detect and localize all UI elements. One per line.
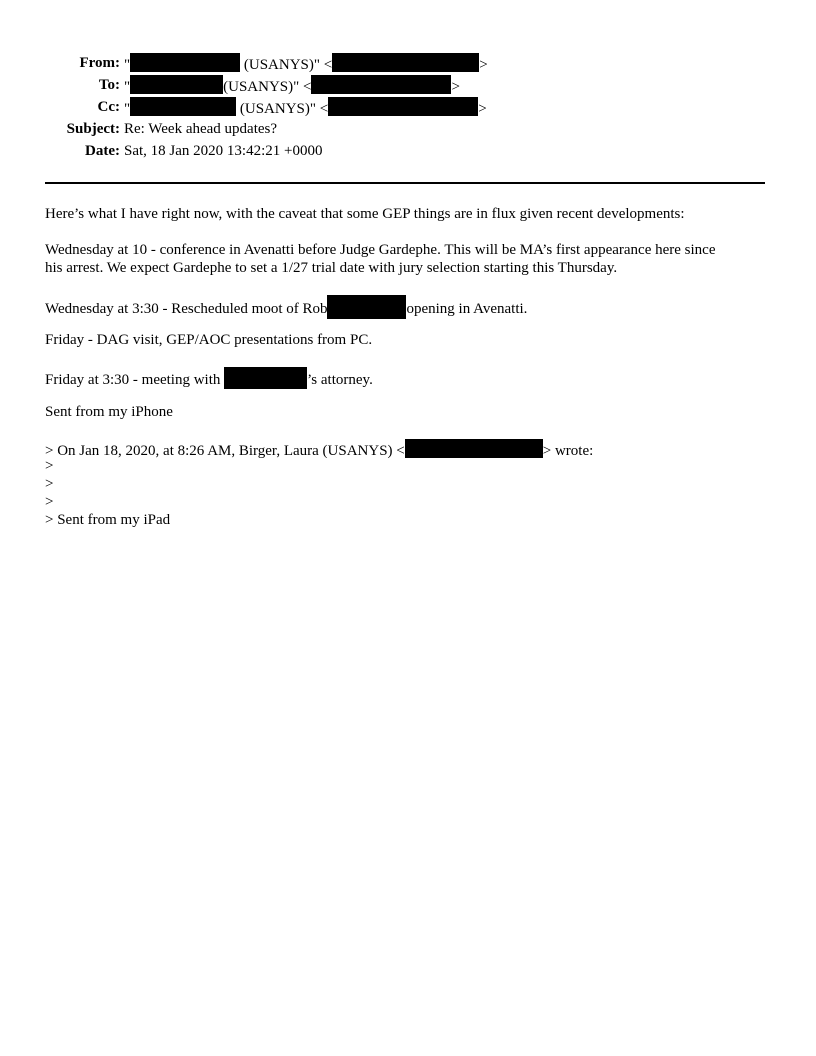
cc-label: Cc: bbox=[97, 99, 120, 115]
quote-line: > bbox=[45, 494, 54, 510]
body-paragraph bbox=[45, 331, 770, 349]
date-row bbox=[0, 141, 816, 161]
date-value: Sat, 18 Jan 2020 13:42:21 +0000 bbox=[124, 143, 323, 159]
redaction-block bbox=[405, 439, 543, 458]
to-prefix: " bbox=[124, 79, 131, 95]
quoted-message bbox=[45, 439, 770, 529]
redaction-block bbox=[328, 97, 478, 116]
header-divider bbox=[45, 182, 765, 184]
subject-value: Re: Week ahead updates? bbox=[124, 121, 278, 137]
redaction-block bbox=[130, 75, 223, 94]
meeting-text-after: ’s attorney. bbox=[307, 372, 373, 388]
quote-line: > bbox=[45, 458, 54, 474]
redaction-block bbox=[311, 75, 451, 94]
quote-header-before: > On Jan 18, 2020, at 8:26 AM, Birger, Laura (USANYS) < bbox=[45, 443, 405, 459]
redaction-block bbox=[332, 53, 479, 72]
subject-row bbox=[0, 119, 816, 139]
body-line: his arrest. We expect Gardephe to set a 1/27 trial date with jury selection starting this Thursday. bbox=[45, 260, 618, 276]
meeting-text-before: Friday at 3:30 - meeting with bbox=[45, 372, 221, 388]
date-label: Date: bbox=[85, 143, 120, 159]
to-value bbox=[124, 75, 460, 97]
quote-line: > Sent from my iPad bbox=[45, 512, 171, 528]
from-suffix: > bbox=[479, 57, 488, 73]
body-line: Here’s what I have right now, with the caveat that some GEP things are in flux given recent developments: bbox=[45, 206, 685, 222]
body-line bbox=[45, 367, 770, 388]
quote-line: > bbox=[45, 476, 54, 492]
to-suffix: > bbox=[451, 79, 460, 95]
quote-header-after: > wrote: bbox=[542, 443, 594, 459]
from-label: From: bbox=[79, 55, 120, 71]
redaction-block bbox=[327, 295, 406, 319]
from-row bbox=[0, 53, 816, 73]
signature-line: Sent from my iPhone bbox=[45, 404, 173, 420]
body-paragraph bbox=[45, 403, 770, 421]
from-prefix: " bbox=[124, 57, 131, 73]
cc-prefix: " bbox=[124, 101, 131, 117]
body-paragraph bbox=[45, 205, 770, 223]
subject-label: Subject: bbox=[66, 121, 120, 137]
body-line: Wednesday at 10 - conference in Avenatti before Judge Gardephe. This will be MA’s first appearance here since bbox=[45, 242, 716, 258]
from-mid: (USANYS)" < bbox=[240, 57, 333, 73]
redaction-block bbox=[130, 53, 240, 72]
redaction-block bbox=[224, 367, 307, 389]
to-mid: (USANYS)" < bbox=[223, 79, 312, 95]
moot-text-before: Wednesday at 3:30 - Rescheduled moot of Rob bbox=[45, 301, 328, 317]
body-paragraph bbox=[45, 241, 770, 277]
body-paragraph bbox=[45, 295, 770, 317]
cc-suffix: > bbox=[478, 101, 487, 117]
body-line: Friday - DAG visit, GEP/AOC presentations from PC. bbox=[45, 332, 373, 348]
to-row bbox=[0, 75, 816, 95]
cc-mid: (USANYS)" < bbox=[236, 101, 329, 117]
cc-value bbox=[124, 97, 487, 119]
redaction-block bbox=[130, 97, 236, 116]
cc-row bbox=[0, 97, 816, 117]
to-label: To: bbox=[98, 77, 120, 93]
body-line bbox=[45, 295, 770, 317]
moot-text-after: opening in Avenatti. bbox=[406, 301, 528, 317]
from-value bbox=[124, 53, 488, 75]
quote-line bbox=[45, 439, 770, 457]
body-paragraph bbox=[45, 367, 770, 388]
